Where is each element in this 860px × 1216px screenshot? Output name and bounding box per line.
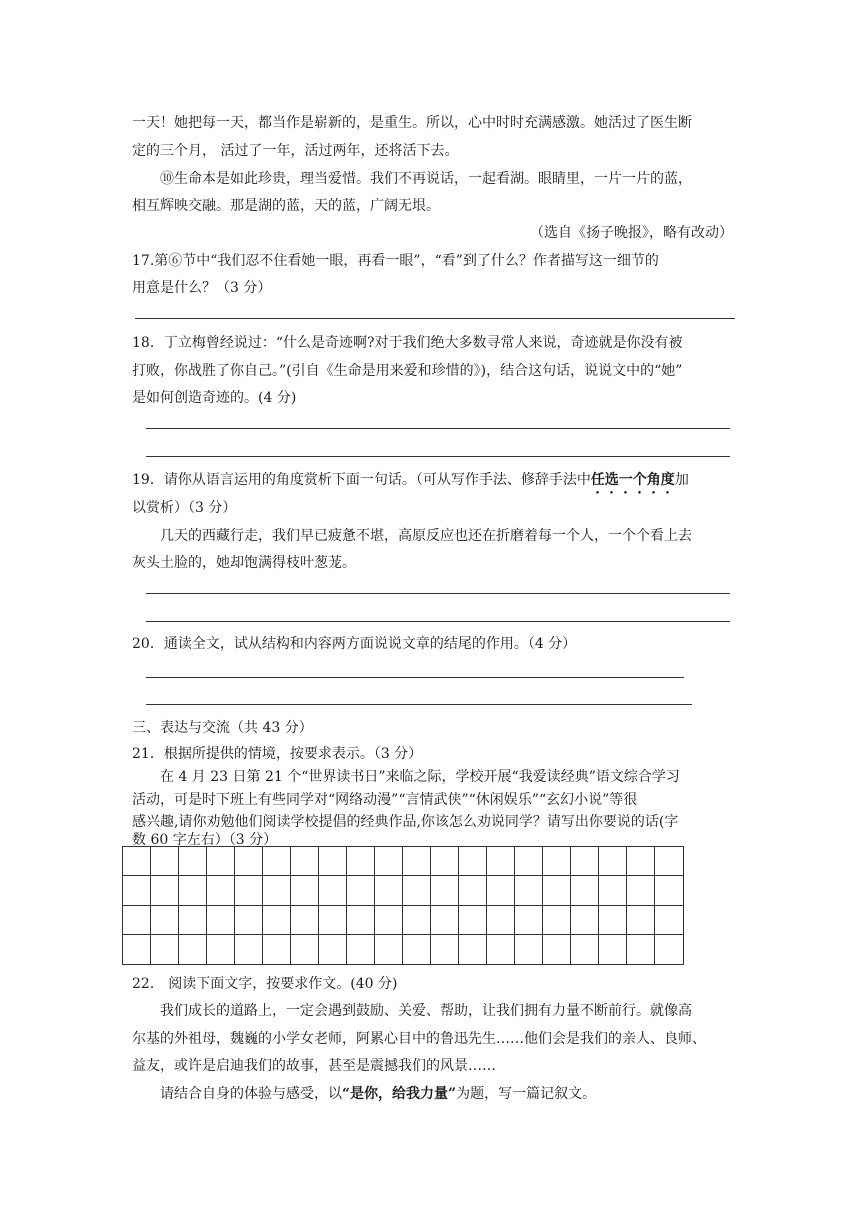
q18-text: 是如何创造奇迹的。(4 分): [132, 390, 297, 406]
q22-essay-title: “是你，给我力量”: [342, 1086, 457, 1102]
q21-text: 感兴趣,请你劝勉他们阅读学校提倡的经典作品,你该怎么劝说同学？请写出你要说的话(字: [132, 814, 679, 830]
q19-text: [132, 469, 732, 497]
q22-text: 我们成长的道路上，一定会遇到鼓励、关爱、帮助，让我们拥有力量不断前行。就像高: [160, 1003, 692, 1019]
answer-line: [146, 593, 730, 594]
q22-text-b: 为题，写一篇记叙文。: [456, 1086, 597, 1102]
answer-line: [146, 456, 730, 457]
answer-line: [146, 677, 684, 678]
answer-line: [146, 621, 730, 622]
q22-text: 益友，或许是启迪我们的故事，甚至是震撼我们的风景……: [132, 1058, 496, 1074]
q21-text: 在 4 月 23 日第 21 个“世界读书日”来临之际，学校开展“我爱读经典”语文综合学习: [160, 769, 680, 785]
q17-text: 17.第⑥节中“我们忍不住看她一眼，再看一眼”，“看”到了什么？作者描写这一细节的: [132, 253, 659, 269]
answer-line: [135, 318, 735, 319]
q21-text: 数 60 字左右）（3 分）: [132, 832, 278, 848]
passage-source: （选自《扬子晚报》，略有改动）: [530, 225, 733, 241]
q19-text: 以赏析）（3 分）: [132, 500, 237, 516]
q19-text-a: 19．请你从语言运用的角度赏析下面一句话。（可从写作手法、修辞手法中: [132, 472, 591, 488]
passage-line: 定的三个月， 活过了一年，活过两年，还将活下去。: [132, 143, 459, 159]
q22-text: [160, 1083, 760, 1103]
q18-text: 打败，你战胜了你自己。”(引自《生命是用来爱和珍惜的》)，结合这句话，说说文中的“她”: [132, 363, 683, 379]
passage-line: 相互辉映交融。那是湖的蓝，天的蓝，广阔无垠。: [132, 198, 440, 214]
q21-text: 21．根据所提供的情境，按要求表示。（3 分）: [132, 746, 423, 762]
section-title: 三、表达与交流（共 43 分）: [132, 720, 313, 736]
q22-text: 尔基的外祖母，魏巍的小学女老师，阿累心目中的鲁迅先生……他们会是我们的亲人、良师、: [132, 1031, 706, 1047]
q19-text-b: 加: [674, 472, 689, 488]
q18-text: 18．丁立梅曾经说过：“什么是奇迹啊?对于我们绝大多数寻常人来说，奇迹就是你没有被: [132, 335, 683, 351]
q19-quote: 几天的西藏行走，我们早已疲惫不堪，高原反应也还在折磨着每一个人，一个个看上去: [160, 528, 692, 544]
q21-text: 活动，可是时下班上有些同学对“网络动漫”“言情武侠”“休闲娱乐”“玄幻小说”等很: [132, 792, 638, 808]
q17-text: 用意是什么？（3 分）: [132, 280, 272, 296]
q19-emphasis: 任选一个角度: [590, 472, 675, 488]
q22-text-a: 请结合自身的体验与感受，以: [160, 1086, 342, 1102]
passage-line: 一天！她把每一天，都当作是崭新的，是重生。所以，心中时时充满感激。她活过了医生断: [132, 115, 692, 131]
q20-text: 20．通读全文，试从结构和内容两方面说说文章的结尾的作用。（4 分）: [132, 636, 577, 652]
q22-text: 22． 阅读下面文字，按要求作文。(40 分): [132, 976, 398, 992]
answer-line: [146, 428, 730, 429]
passage-line: ⑩生命本是如此珍贵，理当爱惜。我们不再说话，一起看湖。眼睛里，一片一片的蓝，: [160, 171, 692, 187]
q19-quote: 灰头土脸的，她却饱满得枝叶葱茏。: [132, 555, 356, 571]
answer-line: [146, 704, 692, 705]
answer-grid: [122, 846, 684, 965]
